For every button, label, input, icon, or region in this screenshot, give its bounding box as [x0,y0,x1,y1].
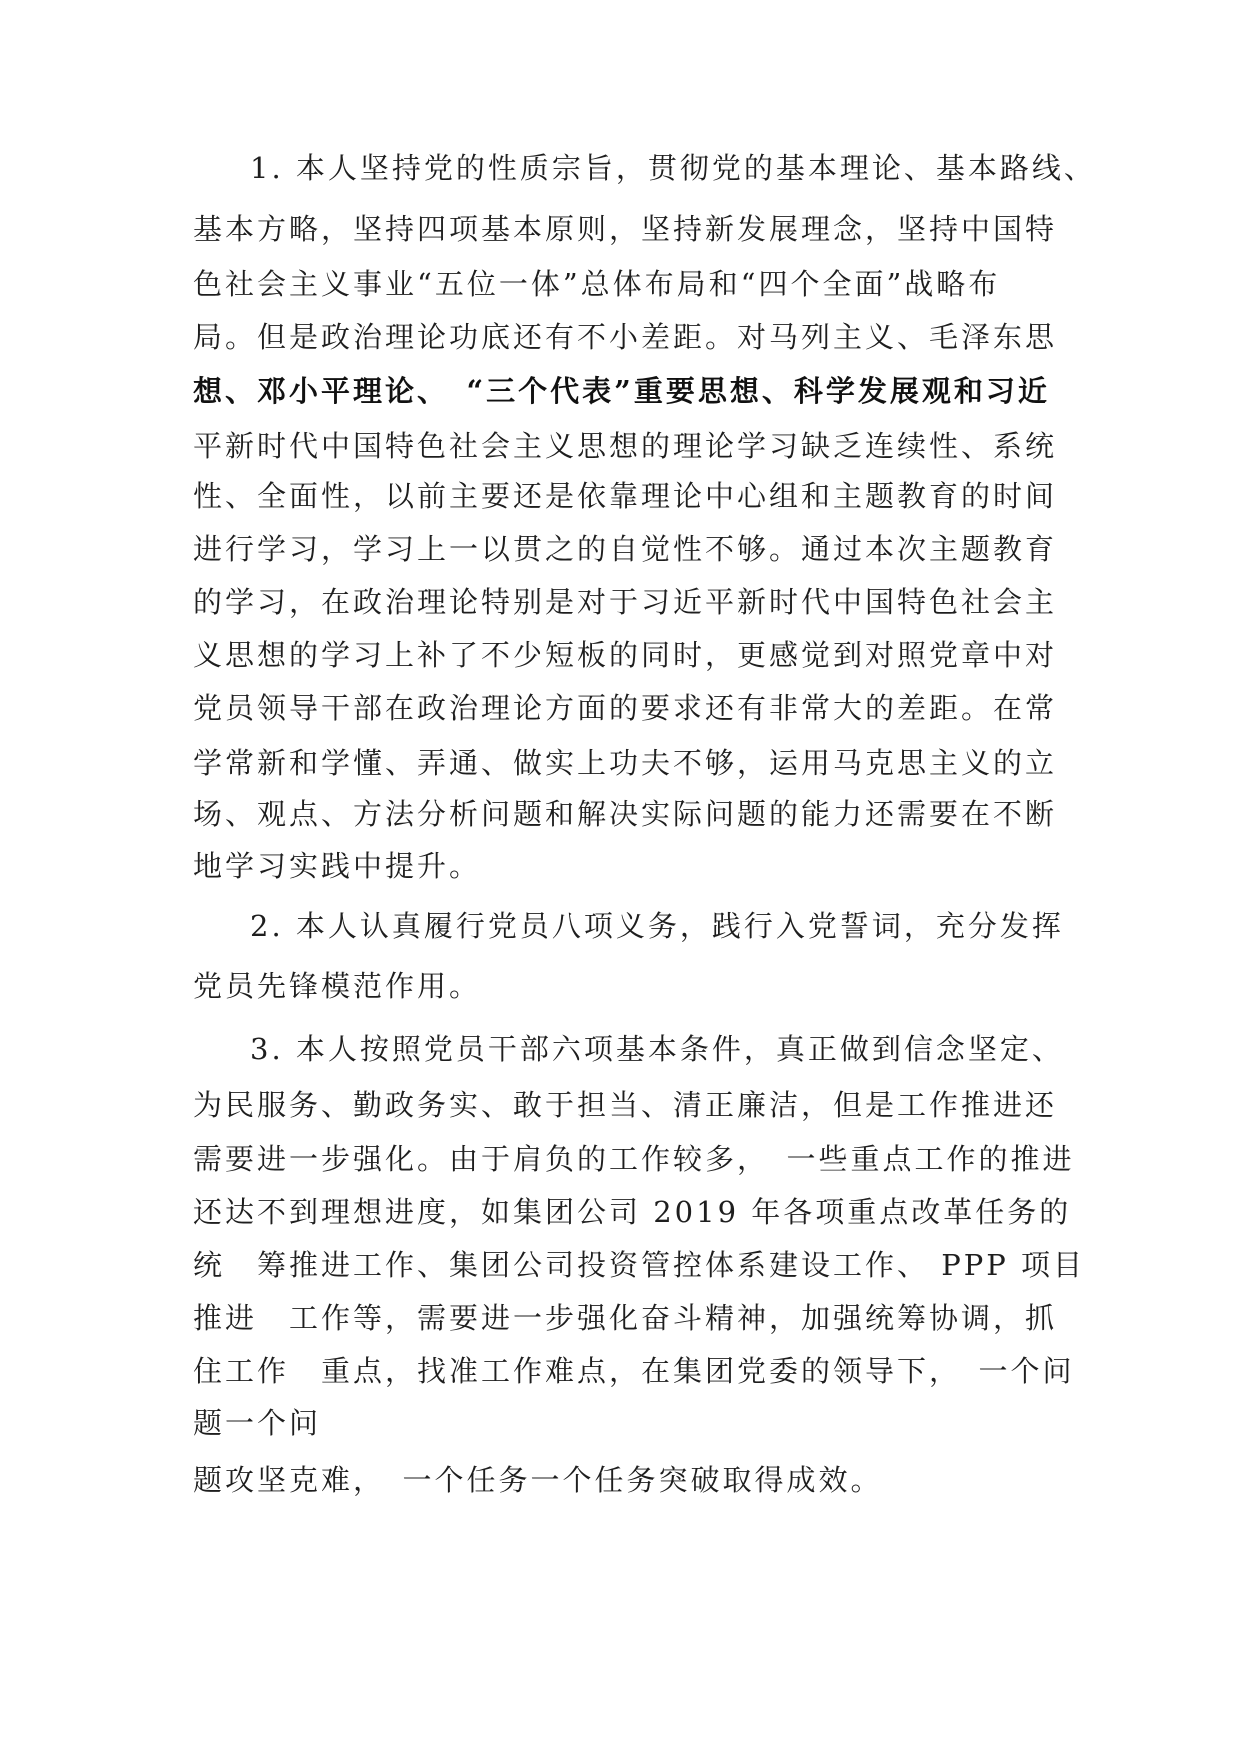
paragraph-3-line-7: 住工作 重点，找准工作难点，在集团党委的领导下， 一个问 [193,1354,1075,1388]
paragraph-3-line-9: 题攻坚克难， 一个任务一个任务突破取得成效。 [193,1463,883,1497]
paragraph-1-line-2: 基本方略，坚持四项基本原则，坚持新发展理念，坚持中国特 [193,212,1058,246]
paragraph-2-line-2: 党员先锋模范作用。 [193,969,482,1003]
paragraph-3-line-3: 需要进一步强化。由于肩负的工作较多， 一些重点工作的推进 [193,1142,1075,1176]
paragraph-1-line-1: 1. 本人坚持党的性质宗旨，贯彻党的基本理论、基本路线、 [250,151,1096,185]
paragraph-1-line-14: 地学习实践中提升。 [193,849,482,883]
paragraph-1-line-6: 平新时代中国特色社会主义思想的理论学习缺乏连续性、系统 [193,429,1058,463]
paragraph-1-line-3: 色社会主义事业“五位一体”总体布局和“四个全面”战略布 [193,267,1001,301]
paragraph-3-line-4: 还达不到理想进度，如集团公司 2019 年各项重点改革任务的 [193,1195,1072,1229]
paragraph-1-line-12: 学常新和学懂、弄通、做实上功夫不够，运用马克思主义的立 [193,746,1058,780]
paragraph-1-line-4: 局。但是政治理论功底还有不小差距。对马列主义、毛泽东思 [193,320,1058,354]
paragraph-2-line-1: 2. 本人认真履行党员八项义务，践行入党誓词，充分发挥 [250,909,1064,943]
paragraph-1-line-8: 进行学习，学习上一以贯之的自觉性不够。通过本次主题教育 [193,532,1058,566]
paragraph-3-line-8: 题一个问 [193,1406,322,1440]
paragraph-1-line-9: 的学习，在政治理论特别是对于习近平新时代中国特色社会主 [193,585,1058,619]
paragraph-3-line-6: 推进 工作等，需要进一步强化奋斗精神，加强统筹协调，抓 [193,1301,1058,1335]
paragraph-3-line-2: 为民服务、勤政务实、敢于担当、清正廉洁，但是工作推进还 [193,1088,1058,1122]
paragraph-1-line-10: 义思想的学习上补了不少短板的同时，更感觉到对照党章中对 [193,638,1058,672]
paragraph-3-line-5: 统 筹推进工作、集团公司投资管控体系建设工作、 PPP 项目 [193,1248,1085,1282]
paragraph-3-line-1: 3. 本人按照党员干部六项基本条件，真正做到信念坚定、 [250,1032,1064,1066]
paragraph-1-line-11: 党员领导干部在政治理论方面的要求还有非常大的差距。在常 [193,691,1058,725]
paragraph-1-line-13: 场、观点、方法分析问题和解决实际问题的能力还需要在不断 [193,797,1058,831]
paragraph-1-line-5: 想、邓小平理论、 “三个代表”重要思想、科学发展观和习近 [193,374,1050,408]
paragraph-1-line-7: 性、全面性，以前主要还是依靠理论中心组和主题教育的时间 [193,479,1058,513]
